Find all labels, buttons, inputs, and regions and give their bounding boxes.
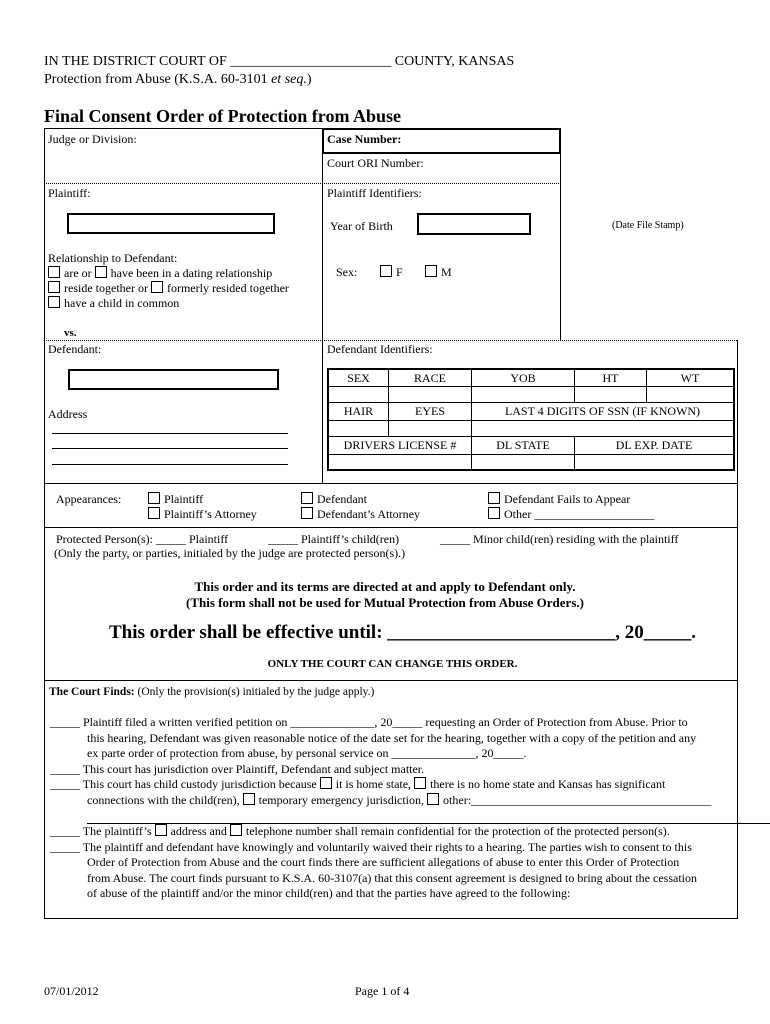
- text: temporary emergency jurisdiction,: [258, 792, 425, 807]
- plaintiff-identifiers-label: Plaintiff Identifiers:: [327, 186, 422, 200]
- line: Order of Protection from Abuse and the court finds there are sufficient allegations of abuse to enter this Order of Protection: [87, 855, 680, 869]
- appearance-plaintiff-attorney[interactable]: [148, 507, 257, 522]
- statute-line: [44, 72, 312, 88]
- input-sex[interactable]: [328, 386, 389, 403]
- court-finds-heading: [49, 686, 374, 698]
- finding-confidential: [50, 824, 770, 840]
- formerly-label: formerly resided together: [166, 281, 289, 295]
- only-court-notice: ONLY THE COURT CAN CHANGE THIS ORDER.: [267, 658, 518, 670]
- cell-ssn: LAST 4 DIGITS OF SSN (IF KNOWN): [471, 402, 734, 421]
- label: Defendant’s Attorney: [317, 507, 420, 521]
- are-or-label: are or: [64, 266, 92, 280]
- top-border: [44, 128, 322, 129]
- address-line-3[interactable]: [52, 464, 288, 465]
- text: other:________________________________________: [443, 792, 712, 807]
- checkbox[interactable]: [48, 296, 60, 308]
- input-wt[interactable]: [646, 386, 734, 403]
- cell-eyes: EYES: [388, 402, 472, 421]
- text: there is no home state and Kansas has significant: [430, 777, 666, 791]
- checkbox[interactable]: [425, 265, 437, 277]
- label: Plaintiff: [164, 492, 204, 506]
- line: of abuse of the plaintiff and/or the minor child(ren) and that the parties have agreed to the following:: [87, 886, 571, 900]
- appearance-defendant-attorney[interactable]: [301, 507, 420, 522]
- input-ht[interactable]: [574, 386, 647, 403]
- text: address and: [170, 824, 227, 838]
- checkbox[interactable]: [380, 265, 392, 277]
- input-dl-state[interactable]: [471, 454, 575, 470]
- checkbox[interactable]: [151, 281, 163, 293]
- cell-yob: YOB: [471, 369, 575, 387]
- cell-ht: HT: [574, 369, 647, 387]
- divider: [44, 483, 737, 484]
- finding-petition: [50, 715, 770, 902]
- dating-label: have been in a dating relationship: [110, 266, 273, 280]
- text: _____ This court has child custody jurisdiction because: [50, 777, 317, 791]
- appearance-other[interactable]: [488, 507, 654, 522]
- divider: [44, 680, 737, 681]
- label: Other ____________________: [504, 507, 655, 521]
- address-label: Address: [48, 407, 88, 421]
- input-eyes[interactable]: [388, 420, 472, 437]
- yob-label: Year of Birth: [330, 219, 393, 233]
- text: _____ The plaintiff’s: [50, 824, 152, 838]
- text: telephone number shall remain confidential for the protection of the protected person(s).: [245, 824, 670, 838]
- statute-em: et seq.: [271, 72, 307, 87]
- divider: [44, 527, 737, 528]
- vs-label: vs.: [64, 327, 77, 339]
- case-number-label: Case Number:: [327, 132, 402, 146]
- checkbox[interactable]: [488, 492, 500, 504]
- column-divider: [322, 128, 323, 483]
- date-stamp-label: (Date File Stamp): [612, 220, 684, 231]
- sex-m-option[interactable]: [425, 265, 452, 280]
- address-line-1[interactable]: [52, 433, 288, 434]
- cell-sex: SEX: [328, 369, 389, 387]
- line: from Abuse. The court finds pursuant to K.S.A. 60-3107(a) that this consent agreement is designed to bring about the cessation: [87, 870, 697, 885]
- divider: [44, 340, 737, 341]
- relationship-label: Relationship to Defendant:: [48, 251, 178, 265]
- statute-close: ): [306, 72, 312, 87]
- checkbox[interactable]: [488, 507, 500, 519]
- checkbox[interactable]: [301, 507, 313, 519]
- checkbox[interactable]: [243, 793, 255, 805]
- line: _____ Plaintiff filed a written verified petition on ______________, 20_____ requesting an Order of Protection from Abuse. Prior to: [50, 715, 688, 729]
- court-header: IN THE DISTRICT COURT OF _______________________ COUNTY, KANSAS: [44, 54, 515, 69]
- plaintiff-name-field[interactable]: [67, 213, 275, 234]
- heading-note: (Only the provision(s) initialed by the judge apply.): [134, 686, 375, 698]
- label: Defendant: [317, 492, 367, 506]
- protected-persons-minors: _____ Minor child(ren) residing with the plaintiff: [440, 532, 679, 546]
- divider: [44, 183, 561, 184]
- footer-date: 07/01/2012: [44, 984, 99, 998]
- finding-consent: _____ The plaintiff and defendant have knowingly and voluntarily waived their rights to a hearing. The parties wish to consent to this: [50, 839, 692, 854]
- address-line-2[interactable]: [52, 448, 288, 449]
- cell-dl-number: DRIVERS LICENSE #: [328, 436, 472, 455]
- checkbox[interactable]: [48, 266, 60, 278]
- input-yob[interactable]: [471, 386, 575, 403]
- checkbox[interactable]: [148, 507, 160, 519]
- line: ex parte order of protection from abuse, by personal service on ______________, 20_____.: [87, 746, 527, 760]
- text: connections with the child(ren),: [87, 792, 240, 807]
- defendant-label: Defendant:: [48, 342, 102, 356]
- child-label: have a child in common: [64, 296, 180, 310]
- appearance-plaintiff[interactable]: [148, 492, 203, 507]
- input-race[interactable]: [388, 386, 472, 403]
- heading-bold: The Court Finds:: [49, 686, 135, 698]
- defendant-identifiers-label: Defendant Identifiers:: [327, 342, 433, 356]
- line: this hearing, Defendant was given reasonable notice of the date set for the hearing, together with a copy of the petition and any: [87, 730, 697, 745]
- appearance-defendant[interactable]: [301, 492, 367, 507]
- label: Defendant Fails to Appear: [504, 492, 631, 506]
- checkbox[interactable]: [148, 492, 160, 504]
- sex-f-option[interactable]: [380, 265, 403, 280]
- cell-dl-exp: DL EXP. DATE: [574, 436, 734, 455]
- protected-persons-plaintiff: Protected Person(s): _____ Plaintiff: [56, 532, 229, 546]
- checkbox[interactable]: [301, 492, 313, 504]
- defendant-name-field[interactable]: [68, 369, 279, 390]
- page-title: Final Consent Order of Protection from Abuse: [44, 106, 401, 126]
- input-ssn[interactable]: [471, 420, 734, 437]
- input-dl-number[interactable]: [328, 454, 472, 470]
- statute-text: Protection from Abuse (K.S.A. 60-3101: [44, 72, 272, 87]
- directed-line-1: This order and its terms are directed at and apply to Defendant only.: [194, 579, 576, 594]
- appearances-label: Appearances:: [56, 492, 122, 506]
- cell-race: RACE: [388, 369, 472, 387]
- judge-label: Judge or Division:: [48, 132, 137, 146]
- finding-custody-cont: [50, 793, 770, 809]
- cell-hair: HAIR: [328, 402, 389, 421]
- directed-line-2: (This form shall not be used for Mutual Protection from Abuse Orders.): [186, 595, 584, 610]
- protected-persons-note: (Only the party, or parties, initialed by the judge are protected person(s).): [54, 546, 406, 560]
- m-label: M: [441, 265, 452, 279]
- cell-wt: WT: [646, 369, 734, 387]
- reside-label: reside together or: [64, 281, 148, 295]
- checkbox[interactable]: [414, 777, 426, 789]
- finding-custody: [50, 777, 770, 793]
- plaintiff-yob-field[interactable]: [417, 213, 531, 235]
- checkbox[interactable]: [48, 281, 60, 293]
- court-ori-label: Court ORI Number:: [327, 156, 424, 170]
- right-divider: [560, 152, 561, 340]
- f-label: F: [396, 265, 403, 279]
- checkbox[interactable]: [155, 824, 167, 836]
- relationship-child: [48, 296, 179, 311]
- checkbox[interactable]: [427, 793, 439, 805]
- page-number: Page 1 of 4: [355, 984, 410, 998]
- input-hair[interactable]: [328, 420, 389, 437]
- relationship-dating: [48, 266, 272, 281]
- checkbox[interactable]: [95, 266, 107, 278]
- bottom-border: [44, 918, 738, 919]
- relationship-reside: [48, 281, 289, 296]
- input-dl-exp[interactable]: [574, 454, 734, 470]
- checkbox[interactable]: [230, 824, 242, 836]
- label: Plaintiff’s Attorney: [164, 507, 257, 521]
- plaintiff-label: Plaintiff:: [48, 186, 91, 200]
- appearance-defendant-fails[interactable]: [488, 492, 630, 507]
- effective-until: This order shall be effective until: ________________________, 20_____.: [109, 622, 697, 643]
- protected-persons-children: _____ Plaintiff’s child(ren): [268, 532, 400, 546]
- finding-jurisdiction: _____ This court has jurisdiction over Plaintiff, Defendant and subject matter.: [50, 761, 425, 776]
- other-line[interactable]: [87, 808, 770, 824]
- checkbox[interactable]: [320, 777, 332, 789]
- left-border: [44, 128, 45, 918]
- text: it is home state,: [335, 777, 412, 791]
- cell-dl-state: DL STATE: [471, 436, 575, 455]
- sex-label: Sex:: [336, 265, 358, 279]
